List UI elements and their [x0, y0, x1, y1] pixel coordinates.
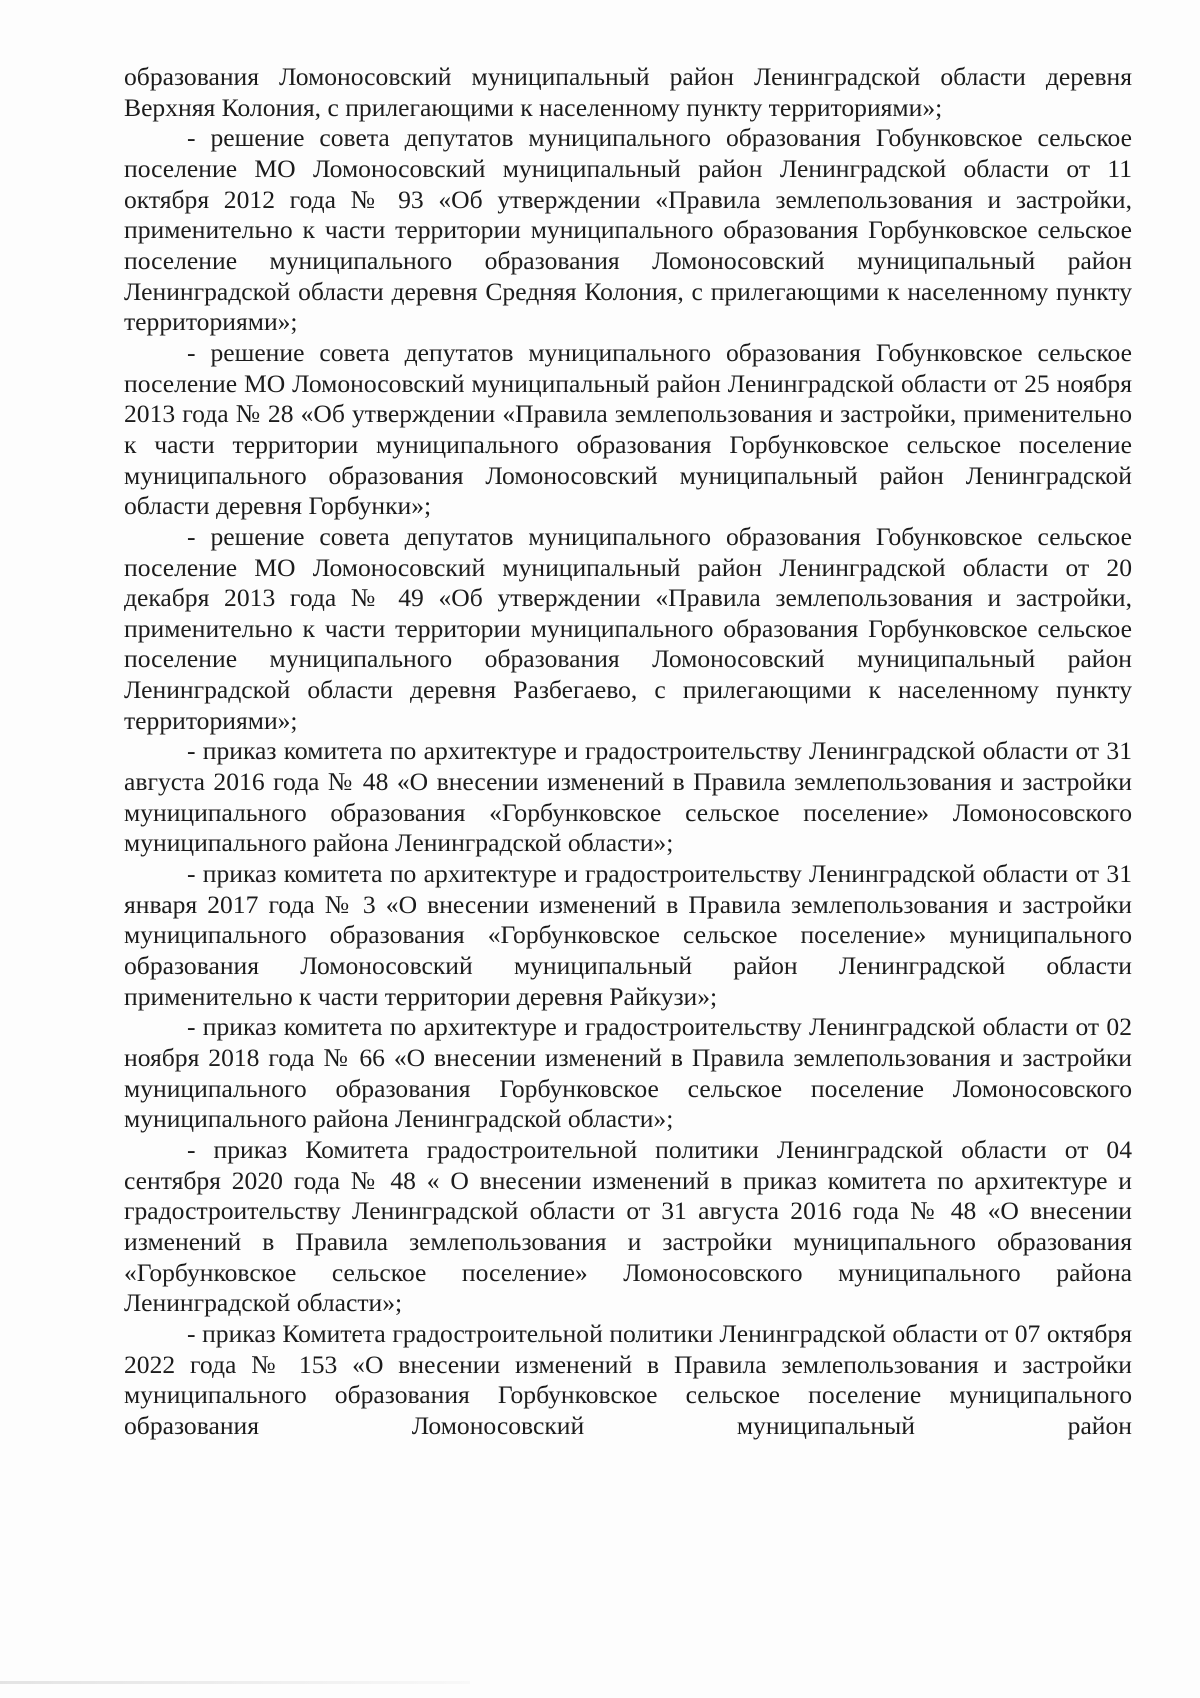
paragraph-order-2016: - приказ комитета по архитектуре и градостроительству Ленинградской области от 31 августа 2016 года № 48 «О внесении изменений в Правила землепользования и застройки муниципального образования «Горбунковское сельское поселение» Ломоносовского муниципального района Ленинградской области»;: [124, 736, 1132, 858]
paragraph-order-2018: - приказ комитета по архитектуре и градостроительству Ленинградской области от 02 ноября 2018 года № 66 «О внесении изменений в Правила землепользования и застройки муниципального образования Горбунковское сельское поселение Ломоносовского муниципального района Ленинградской области»;: [124, 1012, 1132, 1134]
paragraph-decision-2013-dec: - решение совета депутатов муниципального образования Гобунковское сельское поселение МО Ломоносовский муниципальный район Ленинградской области от 20 декабря 2013 года № 49 «Об утверждении «Правила землепользования и застройки, применительно к части территории муниципального образования Горбунковское сельское поселение муниципального образования Ломоносовский муниципальный район Ленинградской области деревня Разбегаево, с прилегающими к населенному пункту территориями»;: [124, 521, 1132, 735]
paragraph-continuation: образования Ломоносовский муниципальный район Ленинградской области деревня Верхняя Колония, с прилегающими к населенному пункту территориями»;: [124, 62, 1132, 122]
scan-edge-shadow: [0, 1681, 470, 1684]
document-body: [124, 62, 1132, 1442]
paragraph-decision-2013-nov: - решение совета депутатов муниципального образования Гобунковское сельское поселение МО Ломоносовский муниципальный район Ленинградской области от 25 ноября 2013 года № 28 «Об утверждении «Правила землепользования и застройки, применительно к части территории муниципального образования Горбунковское сельское поселение муниципального образования Ломоносовский муниципальный район Ленинградской области деревня Горбунки»;: [124, 337, 1132, 521]
paragraph-decision-2012: - решение совета депутатов муниципального образования Гобунковское сельское поселение МО Ломоносовский муниципальный район Ленинградской области от 11 октября 2012 года № 93 «Об утверждении «Правила землепользования и застройки, применительно к части территории муниципального образования Горбунковское сельское поселение муниципального образования Ломоносовский муниципальный район Ленинградской области деревня Средняя Колония, с прилегающими к населенному пункту территориями»;: [124, 123, 1132, 337]
paragraph-order-2020: - приказ Комитета градостроительной политики Ленинградской области от 04 сентября 2020 года № 48 « О внесении изменений в приказ комитета по архитектуре и градостроительству Ленинградской области от 31 августа 2016 года № 48 «О внесении изменений в Правила землепользования и застройки муниципального образования «Горбунковское сельское поселение» Ломоносовского муниципального района Ленинградской области»;: [124, 1134, 1132, 1318]
paragraph-order-2022: - приказ Комитета градостроительной политики Ленинградской области от 07 октября 2022 года № 153 «О внесении изменений в Правила землепользования и застройки муниципального образования Горбунковское сельское поселение муниципального образования Ломоносовский муниципальный район: [124, 1318, 1132, 1440]
paragraph-order-2017: - приказ комитета по архитектуре и градостроительству Ленинградской области от 31 января 2017 года № 3 «О внесении изменений в Правила землепользования и застройки муниципального образования «Горбунковское сельское поселение» муниципального образования Ломоносовский муниципальный район Ленинградской области применительно к части территории деревня Райкузи»;: [124, 859, 1132, 1011]
